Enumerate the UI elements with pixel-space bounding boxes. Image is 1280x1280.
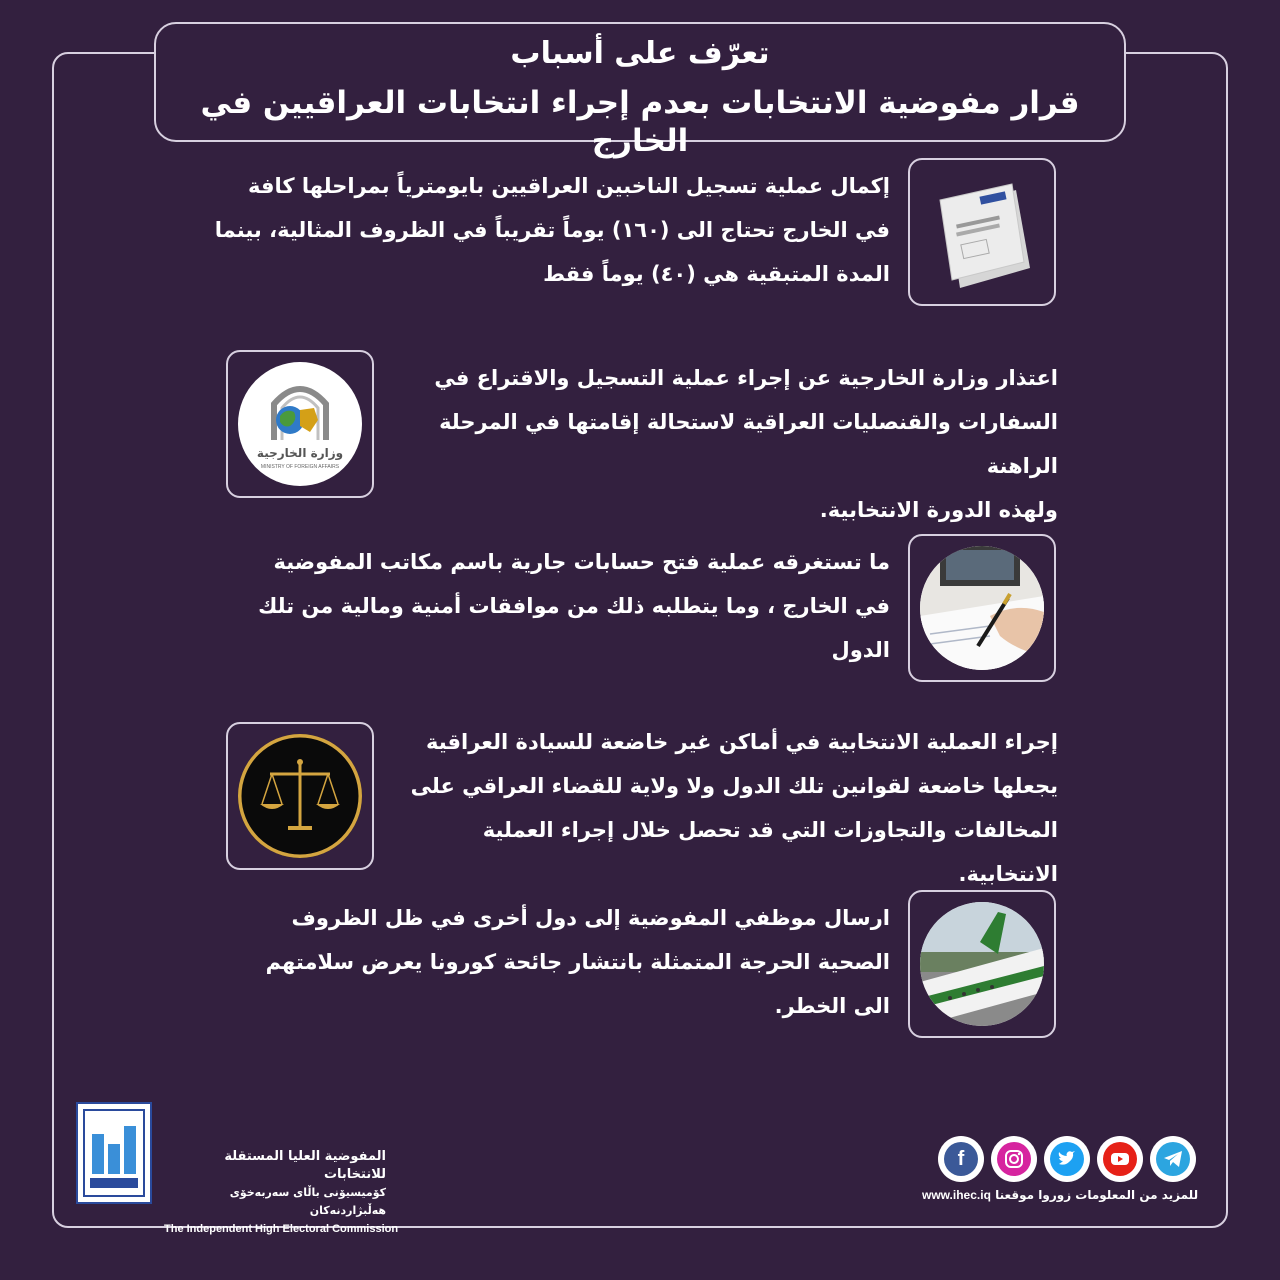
airplane-icon: [920, 902, 1044, 1026]
youtube-icon: [1103, 1142, 1137, 1176]
website-url[interactable]: www.ihec.iq: [922, 1188, 991, 1202]
instagram-icon: [997, 1142, 1031, 1176]
reason-3-line: ما تستغرقه عملية فتح حسابات جارية باسم مكاتب المفوضية: [273, 550, 890, 574]
reason-2-line: السفارات والقنصليات العراقية لاستحالة إقامتها في المرحلة الراهنة: [439, 410, 1058, 478]
title-line-2: قرار مفوضية الانتخابات بعدم إجراء انتخابات العراقيين في الخارج: [200, 85, 1080, 159]
reason-1-line: المدة المتبقية هي (٤٠) يوماً فقط: [543, 262, 890, 286]
telegram-icon: [1156, 1142, 1190, 1176]
youtube-link[interactable]: [1097, 1136, 1143, 1182]
social-links: [938, 1136, 1196, 1182]
twitter-link[interactable]: [1044, 1136, 1090, 1182]
reason-2-thumb: [226, 350, 374, 498]
reason-3-line: في الخارج ، وما يتطلبه ذلك من موافقات أمنية ومالية من تلك: [258, 594, 890, 618]
website-prefix: للمزيد من المعلومات زوروا موقعنا: [995, 1188, 1199, 1202]
reason-3-thumb: [908, 534, 1056, 682]
ihec-logo: [76, 1102, 152, 1204]
reason-5-thumb: [908, 890, 1056, 1038]
documents-icon: [920, 170, 1044, 294]
signing-hand-icon: [920, 546, 1044, 670]
website-line: [922, 1188, 1204, 1202]
facebook-link[interactable]: [938, 1136, 984, 1182]
reason-4-thumb: [226, 722, 374, 870]
reason-4-line: إجراء العملية الانتخابية في أماكن غير خاضعة للسيادة العراقية: [425, 730, 1058, 754]
reason-3-line: الدول: [831, 638, 890, 662]
org-name-ku: كۆمیسیۆنی باڵای سەربەخۆی هەڵبژاردنەکان: [229, 1186, 386, 1217]
reason-5-line: ارسال موظفي المفوضية إلى دول أخرى في ظل الظروف: [291, 906, 890, 930]
reason-2-line: ولهذه الدورة الانتخابية.: [819, 498, 1058, 522]
reason-4-line: يجعلها خاضعة لقوانين تلك الدول ولا ولاية للقضاء العراقي على: [410, 774, 1058, 798]
reason-4-text: [376, 720, 1058, 896]
reason-5-text: [200, 896, 890, 1028]
org-name-ar: المفوضية العليا المستقلة للانتخابات: [224, 1149, 386, 1182]
title-line-1: تعرّف على أسباب: [510, 36, 770, 71]
reason-5-line: الى الخطر.: [774, 994, 890, 1018]
ministry-logo-name-en: MINISTRY OF FOREIGN AFFAIRS: [260, 464, 340, 470]
scales-icon: [238, 734, 362, 858]
instagram-link[interactable]: [991, 1136, 1037, 1182]
reason-1-line: إكمال عملية تسجيل الناخبين العراقيين بايومترياً بمراحلها كافة: [248, 174, 890, 198]
reason-1-thumb: [908, 158, 1056, 306]
reason-4-line: المخالفات والتجاوزات التي قد تحصل خلال إجراء العملية الانتخابية.: [482, 818, 1058, 886]
telegram-link[interactable]: [1150, 1136, 1196, 1182]
reason-1-text: [200, 164, 890, 296]
ihec-logo-icon: [78, 1104, 150, 1202]
facebook-icon: f: [944, 1142, 978, 1176]
reason-2-text: [376, 356, 1058, 532]
reason-1-line: في الخارج تحتاج الى (١٦٠) يوماً تقريباً في الظروف المثالية، بينما: [214, 218, 890, 242]
twitter-icon: [1050, 1142, 1084, 1176]
reason-2-line: اعتذار وزارة الخارجية عن إجراء عملية التسجيل والاقتراع في: [434, 366, 1058, 390]
ministry-logo-name: وزارة الخارجية: [256, 446, 344, 460]
org-name-en: The Independent High Electoral Commission: [164, 1223, 399, 1235]
reason-5-line: الصحية الحرجة المتمثلة بانتشار جائحة كورونا يعرض سلامتهم: [265, 950, 890, 974]
reason-3-text: [200, 540, 890, 672]
title-box: [154, 22, 1126, 159]
